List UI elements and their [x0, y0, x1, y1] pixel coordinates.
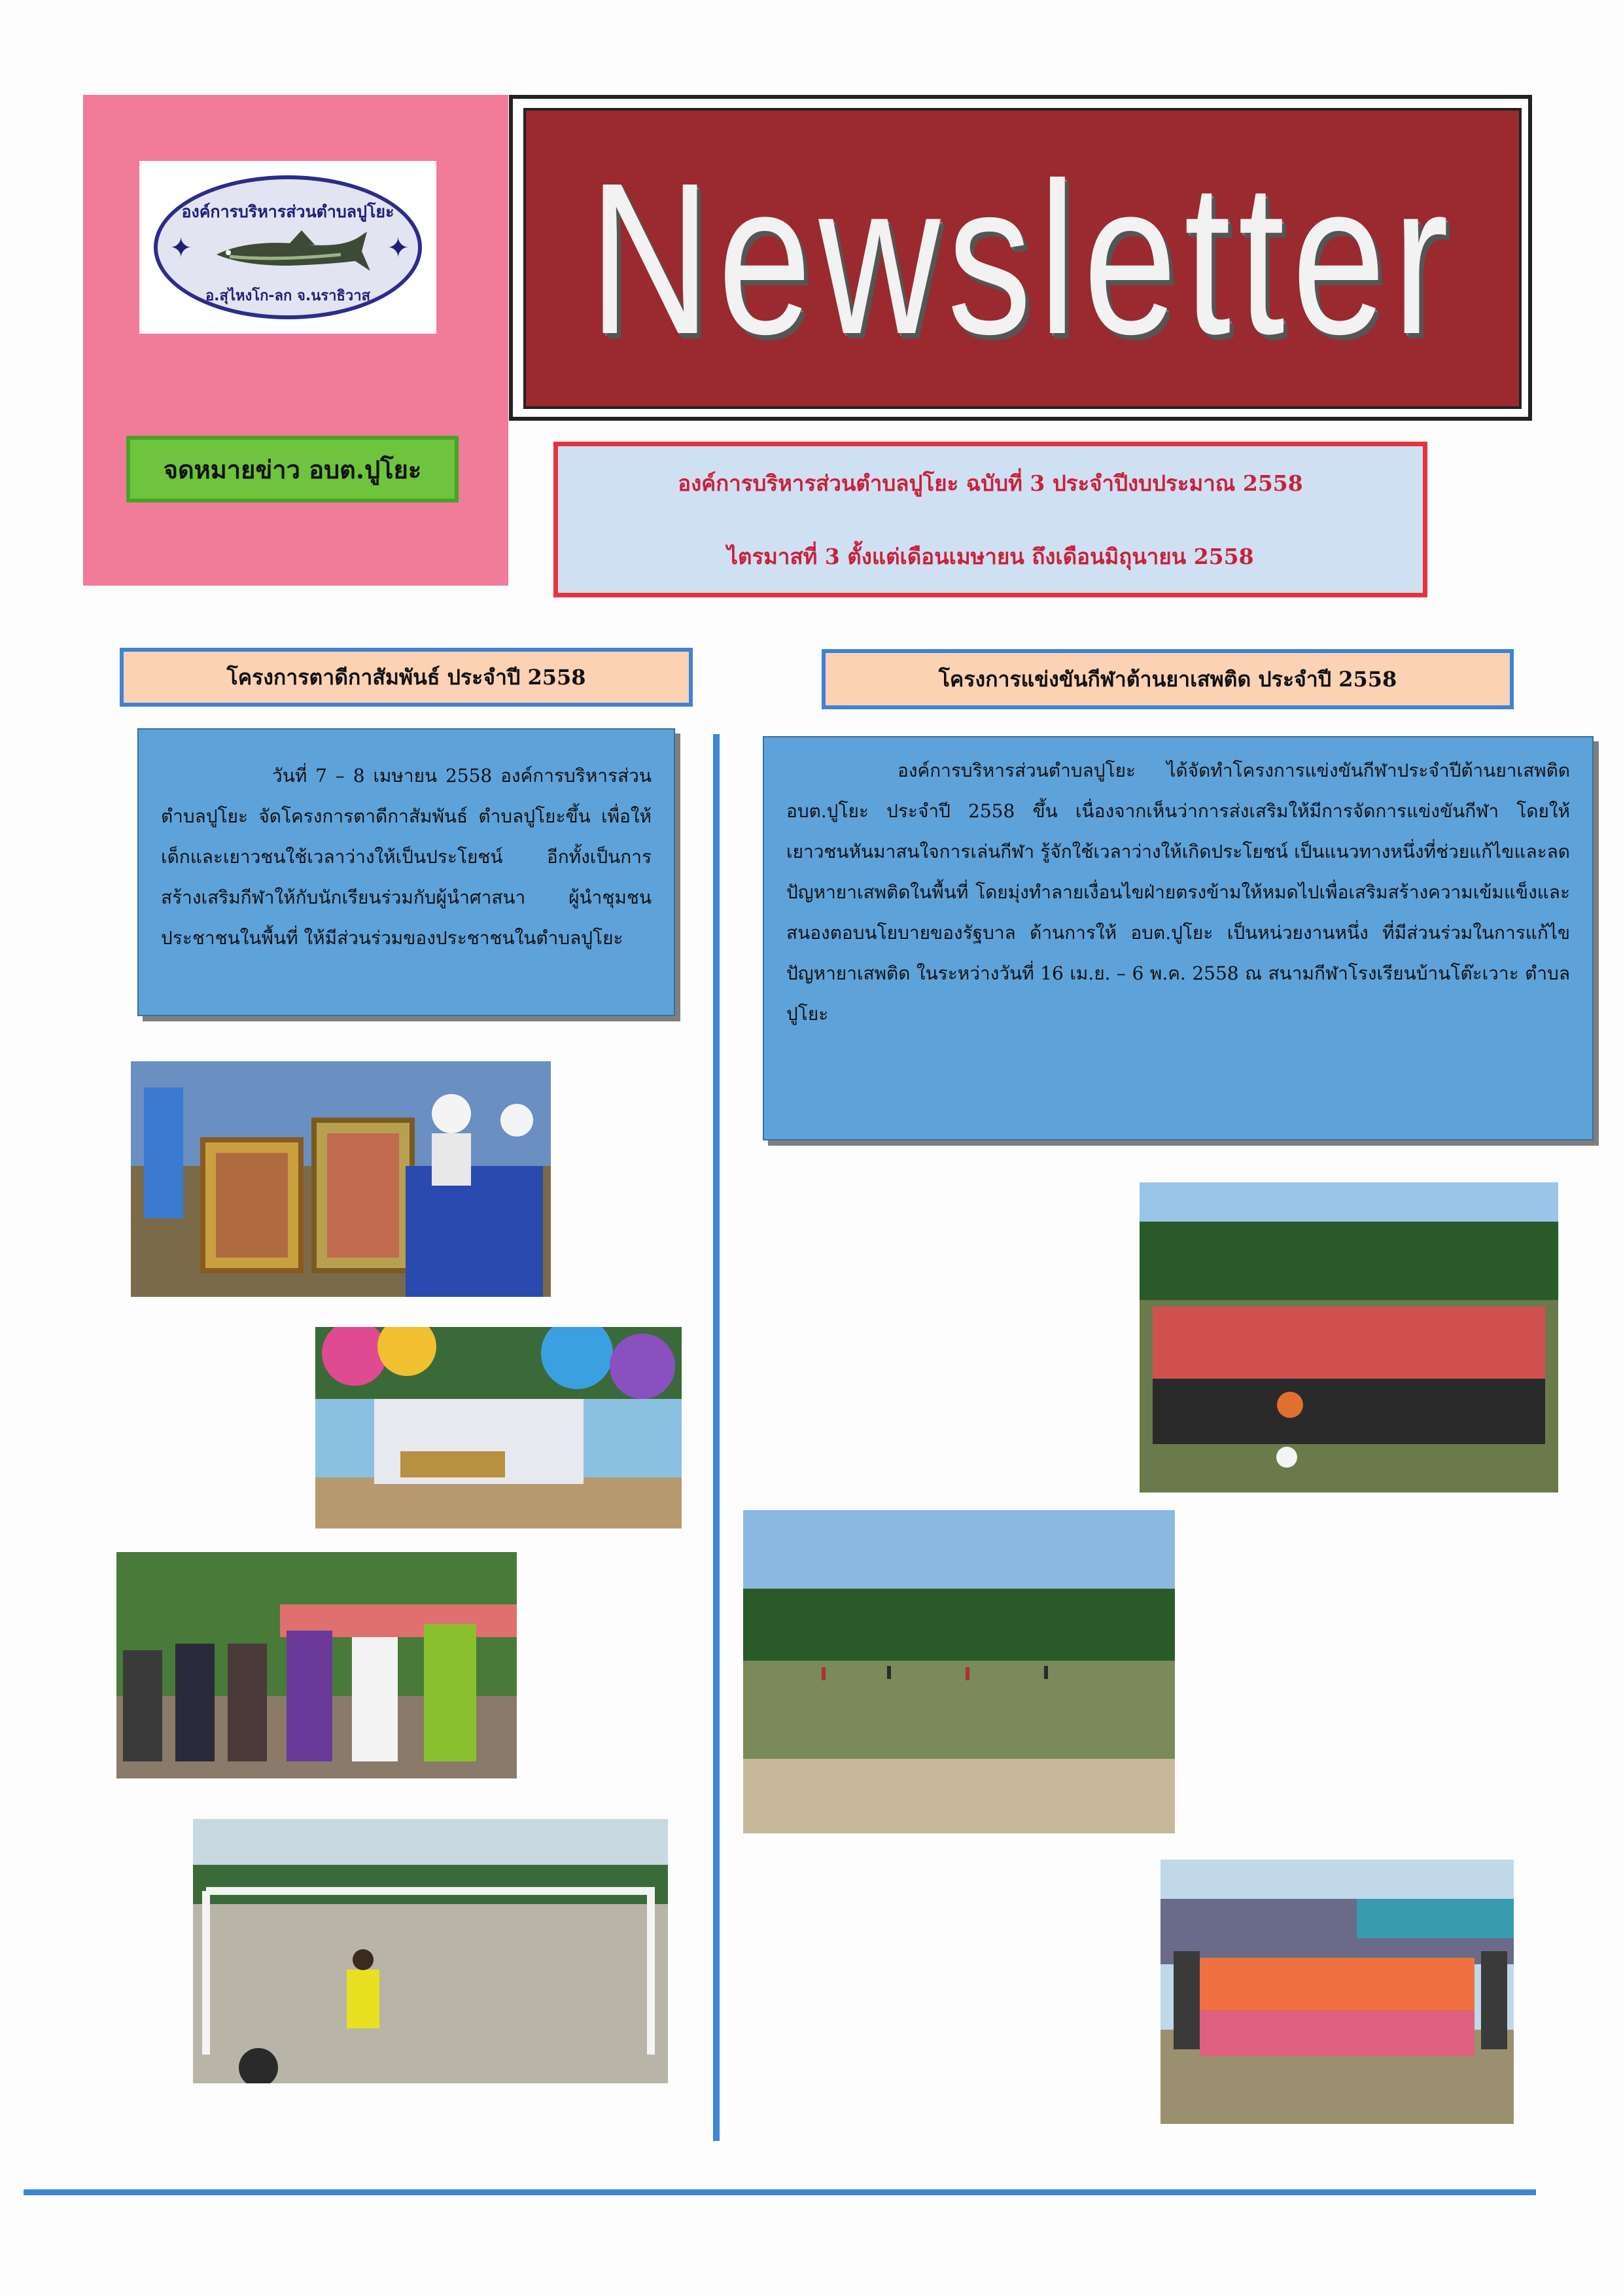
logo-card [139, 161, 436, 334]
team-photo [1140, 1182, 1558, 1492]
page-title: Newsletter [589, 137, 1456, 379]
parade-photo [131, 1061, 551, 1297]
issue-line: องค์การบริหารส่วนตำบลปูโยะ ฉบับที่ 3 ประจำปีงบประมาณ 2558 [678, 470, 1303, 496]
right-section-body [763, 736, 1594, 1140]
column-divider [713, 734, 720, 2141]
performance-photo [315, 1327, 682, 1528]
issue-info-box [553, 442, 1427, 597]
field-photo [743, 1510, 1175, 1833]
page-bottom-rule [24, 2189, 1536, 2195]
left-body-text: วันที่ 7 – 8 เมษายน 2558 องค์การบริหารส่วนตำบลปูโยะ จัดโครงการตาดีกาสัมพันธ์ ตำบลปูโยะขึ้น เพื่อให้เด็กและเยาวชนใช้เวลาว่างให้เป็นประโยชน์ อีกทั้งเป็นการสร้างเสริมกีฬาให้กับนักเรียนร่วมกับผู้นำศาสนา ผู้นำชุมชนประชาชนในพื้นที่ ให้มีส่วนร่วมของประชาชนในตำบลปูโยะ [161, 765, 652, 949]
fish-icon [210, 225, 374, 277]
left-section-body [137, 728, 675, 1016]
star-icon: ✦ [169, 232, 193, 264]
logo-top-text: องค์การบริหารส่วนตำบลปูโยะ [181, 202, 394, 221]
title-banner [523, 108, 1522, 409]
organization-logo [154, 175, 422, 319]
star-icon: ✦ [387, 232, 410, 264]
ceremony-photo [116, 1552, 517, 1778]
right-section-heading: โครงการแข่งขันกีฬาต้านยาเสพติด ประจำปี 2558 [822, 649, 1514, 709]
logo-bottom-text: อ.สุไหงโก-ลก จ.นราธิวาส [205, 288, 371, 304]
goalkeeper-photo [193, 1819, 668, 2083]
newsletter-tag-label: จดหมายข่าว อบต.ปูโยะ [126, 436, 459, 503]
quarter-line: ไตรมาสที่ 3 ตั้งแต่เดือนเมษายน ถึงเดือนมิถุนายน 2558 [727, 544, 1254, 569]
left-section-heading: โครงการตาดีกาสัมพันธ์ ประจำปี 2558 [120, 648, 693, 707]
group-photo [1161, 1860, 1514, 2124]
right-body-text: องค์การบริหารส่วนตำบลปูโยะ ได้จัดทำโครงการแข่งขันกีฬาประจำปีต้านยาเสพติด อบต.ปูโยะ ประจำปี 2558 ขึ้น เนื่องจากเห็นว่าการส่งเสริมให้มีการจัดการแข่งขันกีฬา โดยให้เยาวชนหันมาสนใจการเล่นกีฬา รู้จักใช้เวลาว่างให้เกิดประโยชน์ เป็นแนวทางหนึ่งที่ช่วยแก้ไขและลดปัญหายาเสพติดในพื้นที่ โดยมุ่งทำลายเงื่อนไขฝ่ายตรงข้ามให้หมดไปเพื่อเสริมสร้างความเข้มแข็งและสนองตอบนโยบายของรัฐบาล ด้านการให้ อบต.ปูโยะ เป็นหน่วยงานหนึ่ง ที่มีส่วนร่วมในการแก้ไขปัญหายาเสพติด ในระหว่างวันที่ 16 เม.ย. – 6 พ.ค. 2558 ณ สนามกีฬาโรงเรียนบ้านโต๊ะเวาะ ตำบลปูโยะ [786, 760, 1570, 1025]
